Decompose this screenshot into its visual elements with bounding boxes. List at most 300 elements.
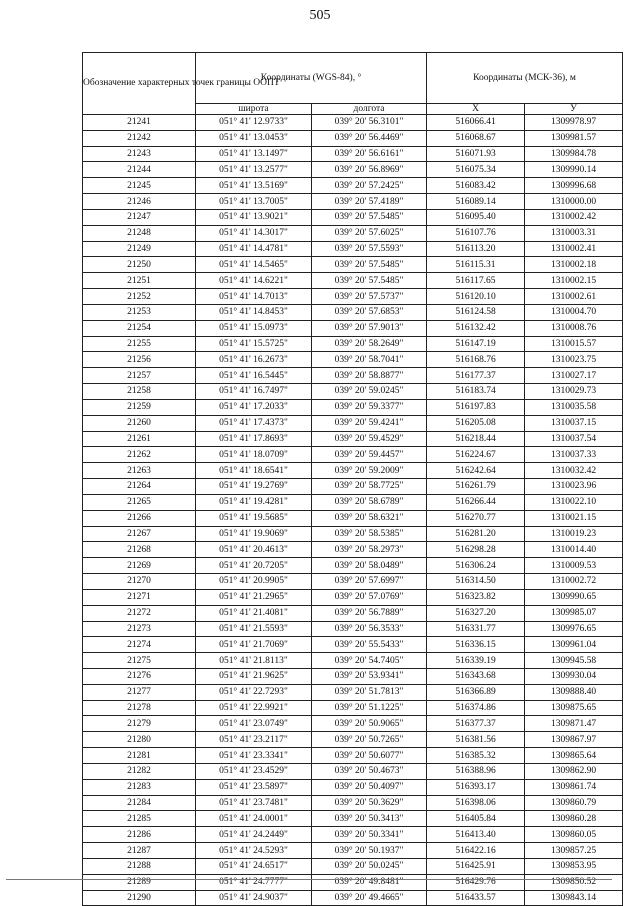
table-row (83, 320, 623, 336)
latitude-cell: 051° 41' 15.5725" (196, 336, 312, 352)
table-header (83, 53, 623, 115)
y-cell: 1309888.40 (525, 684, 623, 700)
point-id-cell: 21287 (83, 843, 196, 859)
x-cell: 516374.86 (427, 700, 525, 716)
table-row (83, 795, 623, 811)
point-id-cell: 21247 (83, 209, 196, 225)
coordinates-table (82, 52, 623, 906)
table-row (83, 368, 623, 384)
table-row (83, 700, 623, 716)
y-cell: 1309990.14 (525, 162, 623, 178)
table-row (83, 352, 623, 368)
x-cell: 516393.17 (427, 779, 525, 795)
latitude-cell: 051° 41' 20.9905" (196, 574, 312, 590)
table-row (83, 162, 623, 178)
longitude-cell: 039° 20' 56.7889" (312, 605, 427, 621)
y-cell: 1309875.65 (525, 700, 623, 716)
table-row (83, 415, 623, 431)
x-cell: 516281.20 (427, 526, 525, 542)
point-id-cell: 21259 (83, 399, 196, 415)
x-cell: 516336.15 (427, 637, 525, 653)
x-cell: 516377.37 (427, 716, 525, 732)
point-id-cell: 21244 (83, 162, 196, 178)
point-id-cell: 21288 (83, 858, 196, 874)
header-longitude: долгота (312, 104, 427, 115)
longitude-cell: 039° 20' 59.4457" (312, 447, 427, 463)
table-row (83, 621, 623, 637)
latitude-cell: 051° 41' 24.7777" (196, 874, 312, 890)
header-wgs84: Координаты (WGS-84), ° (196, 53, 427, 104)
longitude-cell: 039° 20' 59.2009" (312, 463, 427, 479)
longitude-cell: 039° 20' 58.6321" (312, 510, 427, 526)
point-id-cell: 21284 (83, 795, 196, 811)
point-id-cell: 21254 (83, 320, 196, 336)
table-row (83, 526, 623, 542)
x-cell: 516366.89 (427, 684, 525, 700)
table-row (83, 494, 623, 510)
latitude-cell: 051° 41' 21.2965" (196, 589, 312, 605)
longitude-cell: 039° 20' 51.1225" (312, 700, 427, 716)
longitude-cell: 039° 20' 59.3377" (312, 399, 427, 415)
latitude-cell: 051° 41' 14.5465" (196, 257, 312, 273)
x-cell: 516124.58 (427, 304, 525, 320)
table-row (83, 225, 623, 241)
point-id-cell: 21253 (83, 304, 196, 320)
longitude-cell: 039° 20' 59.4529" (312, 431, 427, 447)
point-id-cell: 21265 (83, 494, 196, 510)
longitude-cell: 039° 20' 57.5737" (312, 289, 427, 305)
latitude-cell: 051° 41' 19.9069" (196, 526, 312, 542)
x-cell: 516075.34 (427, 162, 525, 178)
y-cell: 1310002.72 (525, 574, 623, 590)
x-cell: 516117.65 (427, 273, 525, 289)
table-row (83, 811, 623, 827)
longitude-cell: 039° 20' 58.7041" (312, 352, 427, 368)
y-cell: 1310002.15 (525, 273, 623, 289)
point-id-cell: 21271 (83, 589, 196, 605)
header-x: X (427, 104, 525, 115)
table-row (83, 763, 623, 779)
table-row (83, 447, 623, 463)
x-cell: 516270.77 (427, 510, 525, 526)
point-id-cell: 21275 (83, 653, 196, 669)
y-cell: 1310019.23 (525, 526, 623, 542)
latitude-cell: 051° 41' 24.9037" (196, 890, 312, 906)
latitude-cell: 051° 41' 24.2449" (196, 827, 312, 843)
x-cell: 516147.19 (427, 336, 525, 352)
y-cell: 1310014.40 (525, 542, 623, 558)
latitude-cell: 051° 41' 16.5445" (196, 368, 312, 384)
table-row (83, 257, 623, 273)
y-cell: 1310022.10 (525, 494, 623, 510)
x-cell: 516323.82 (427, 589, 525, 605)
y-cell: 1309860.05 (525, 827, 623, 843)
table-row (83, 336, 623, 352)
table-row (83, 858, 623, 874)
table-row (83, 574, 623, 590)
longitude-cell: 039° 20' 50.3413" (312, 811, 427, 827)
latitude-cell: 051° 41' 18.0709" (196, 447, 312, 463)
x-cell: 516405.84 (427, 811, 525, 827)
table-row (83, 732, 623, 748)
longitude-cell: 039° 20' 57.6853" (312, 304, 427, 320)
point-id-cell: 21290 (83, 890, 196, 906)
table-row (83, 273, 623, 289)
point-id-cell: 21250 (83, 257, 196, 273)
table-row (83, 178, 623, 194)
latitude-cell: 051° 41' 21.7069" (196, 637, 312, 653)
latitude-cell: 051° 41' 14.6221" (196, 273, 312, 289)
longitude-cell: 039° 20' 57.5485" (312, 209, 427, 225)
table-row (83, 716, 623, 732)
x-cell: 516132.42 (427, 320, 525, 336)
latitude-cell: 051° 41' 13.7005" (196, 194, 312, 210)
longitude-cell: 039° 20' 58.7725" (312, 479, 427, 495)
point-id-cell: 21257 (83, 368, 196, 384)
latitude-cell: 051° 41' 13.0453" (196, 130, 312, 146)
y-cell: 1309867.97 (525, 732, 623, 748)
x-cell: 516071.93 (427, 146, 525, 162)
longitude-cell: 039° 20' 56.8969" (312, 162, 427, 178)
table-row (83, 779, 623, 795)
point-id-cell: 21262 (83, 447, 196, 463)
x-cell: 516433.57 (427, 890, 525, 906)
latitude-cell: 051° 41' 19.4281" (196, 494, 312, 510)
table-row (83, 130, 623, 146)
table-row (83, 115, 623, 131)
x-cell: 516168.76 (427, 352, 525, 368)
longitude-cell: 039° 20' 50.0245" (312, 858, 427, 874)
table-row (83, 399, 623, 415)
latitude-cell: 051° 41' 13.5169" (196, 178, 312, 194)
x-cell: 516242.64 (427, 463, 525, 479)
table-row (83, 479, 623, 495)
y-cell: 1310032.42 (525, 463, 623, 479)
y-cell: 1310003.31 (525, 225, 623, 241)
point-id-cell: 21263 (83, 463, 196, 479)
longitude-cell: 039° 20' 59.0245" (312, 384, 427, 400)
latitude-cell: 051° 41' 15.0973" (196, 320, 312, 336)
x-cell: 516422.16 (427, 843, 525, 859)
y-cell: 1309990.65 (525, 589, 623, 605)
x-cell: 516205.08 (427, 415, 525, 431)
table-row (83, 241, 623, 257)
point-id-cell: 21268 (83, 542, 196, 558)
point-id-cell: 21273 (83, 621, 196, 637)
table-row (83, 510, 623, 526)
longitude-cell: 039° 20' 50.4097" (312, 779, 427, 795)
x-cell: 516385.32 (427, 748, 525, 764)
y-cell: 1310037.54 (525, 431, 623, 447)
y-cell: 1310009.53 (525, 558, 623, 574)
table-row (83, 542, 623, 558)
table-row (83, 209, 623, 225)
longitude-cell: 039° 20' 58.6789" (312, 494, 427, 510)
point-id-cell: 21278 (83, 700, 196, 716)
latitude-cell: 051° 41' 14.4781" (196, 241, 312, 257)
latitude-cell: 051° 41' 20.4613" (196, 542, 312, 558)
point-id-cell: 21266 (83, 510, 196, 526)
longitude-cell: 039° 20' 57.4189" (312, 194, 427, 210)
table-row (83, 304, 623, 320)
table-row (83, 146, 623, 162)
y-cell: 1309930.04 (525, 668, 623, 684)
y-cell: 1309981.57 (525, 130, 623, 146)
latitude-cell: 051° 41' 19.2769" (196, 479, 312, 495)
y-cell: 1309843.14 (525, 890, 623, 906)
point-id-cell: 21281 (83, 748, 196, 764)
header-y: У (525, 104, 623, 115)
y-cell: 1309976.65 (525, 621, 623, 637)
y-cell: 1309862.90 (525, 763, 623, 779)
longitude-cell: 039° 20' 57.5485" (312, 273, 427, 289)
x-cell: 516197.83 (427, 399, 525, 415)
point-id-cell: 21249 (83, 241, 196, 257)
latitude-cell: 051° 41' 17.2033" (196, 399, 312, 415)
table-row (83, 668, 623, 684)
latitude-cell: 051° 41' 23.0749" (196, 716, 312, 732)
y-cell: 1309853.95 (525, 858, 623, 874)
longitude-cell: 039° 20' 58.0489" (312, 558, 427, 574)
x-cell: 516068.67 (427, 130, 525, 146)
x-cell: 516306.24 (427, 558, 525, 574)
point-id-cell: 21264 (83, 479, 196, 495)
longitude-cell: 039° 20' 50.7265" (312, 732, 427, 748)
x-cell: 516381.56 (427, 732, 525, 748)
x-cell: 516425.91 (427, 858, 525, 874)
point-id-cell: 21267 (83, 526, 196, 542)
latitude-cell: 051° 41' 23.4529" (196, 763, 312, 779)
point-id-cell: 21243 (83, 146, 196, 162)
y-cell: 1309961.04 (525, 637, 623, 653)
longitude-cell: 039° 20' 58.2973" (312, 542, 427, 558)
point-id-cell: 21260 (83, 415, 196, 431)
longitude-cell: 039° 20' 57.9013" (312, 320, 427, 336)
point-id-cell: 21279 (83, 716, 196, 732)
longitude-cell: 039° 20' 49.4665" (312, 890, 427, 906)
x-cell: 516066.41 (427, 115, 525, 131)
table-row (83, 827, 623, 843)
longitude-cell: 039° 20' 49.8481" (312, 874, 427, 890)
y-cell: 1310023.75 (525, 352, 623, 368)
latitude-cell: 051° 41' 17.8693" (196, 431, 312, 447)
point-id-cell: 21270 (83, 574, 196, 590)
x-cell: 516115.31 (427, 257, 525, 273)
latitude-cell: 051° 41' 22.7293" (196, 684, 312, 700)
y-cell: 1309985.07 (525, 605, 623, 621)
y-cell: 1310027.17 (525, 368, 623, 384)
longitude-cell: 039° 20' 58.5385" (312, 526, 427, 542)
longitude-cell: 039° 20' 57.0769" (312, 589, 427, 605)
table-row (83, 605, 623, 621)
table-row (83, 890, 623, 906)
table-row (83, 684, 623, 700)
latitude-cell: 051° 41' 21.4081" (196, 605, 312, 621)
point-id-cell: 21252 (83, 289, 196, 305)
point-id-cell: 21283 (83, 779, 196, 795)
x-cell: 516107.76 (427, 225, 525, 241)
table-row (83, 637, 623, 653)
x-cell: 516343.68 (427, 668, 525, 684)
table-body (83, 115, 623, 906)
longitude-cell: 039° 20' 50.6077" (312, 748, 427, 764)
point-id-cell: 21261 (83, 431, 196, 447)
longitude-cell: 039° 20' 59.4241" (312, 415, 427, 431)
latitude-cell: 051° 41' 21.8113" (196, 653, 312, 669)
x-cell: 516339.19 (427, 653, 525, 669)
latitude-cell: 051° 41' 16.2673" (196, 352, 312, 368)
point-id-cell: 21276 (83, 668, 196, 684)
table-row (83, 289, 623, 305)
x-cell: 516224.67 (427, 447, 525, 463)
y-cell: 1310015.57 (525, 336, 623, 352)
longitude-cell: 039° 20' 58.2649" (312, 336, 427, 352)
point-id-cell: 21245 (83, 178, 196, 194)
latitude-cell: 051° 41' 14.3017" (196, 225, 312, 241)
y-cell: 1309996.68 (525, 178, 623, 194)
x-cell: 516183.74 (427, 384, 525, 400)
point-id-cell: 21251 (83, 273, 196, 289)
y-cell: 1310002.41 (525, 241, 623, 257)
y-cell: 1309857.25 (525, 843, 623, 859)
longitude-cell: 039° 20' 54.7405" (312, 653, 427, 669)
x-cell: 516327.20 (427, 605, 525, 621)
y-cell: 1309860.28 (525, 811, 623, 827)
longitude-cell: 039° 20' 50.4673" (312, 763, 427, 779)
point-id-cell: 21256 (83, 352, 196, 368)
x-cell: 516331.77 (427, 621, 525, 637)
x-cell: 516398.06 (427, 795, 525, 811)
latitude-cell: 051° 41' 13.9021" (196, 209, 312, 225)
point-id-cell: 21285 (83, 811, 196, 827)
x-cell: 516089.14 (427, 194, 525, 210)
latitude-cell: 051° 41' 23.7481" (196, 795, 312, 811)
page-number: 505 (309, 8, 331, 23)
y-cell: 1310021.15 (525, 510, 623, 526)
longitude-cell: 039° 20' 56.3533" (312, 621, 427, 637)
table-row (83, 653, 623, 669)
point-id-cell: 21269 (83, 558, 196, 574)
longitude-cell: 039° 20' 56.4469" (312, 130, 427, 146)
longitude-cell: 039° 20' 55.5433" (312, 637, 427, 653)
latitude-cell: 051° 41' 14.8453" (196, 304, 312, 320)
y-cell: 1310023.96 (525, 479, 623, 495)
y-cell: 1309850.52 (525, 874, 623, 890)
y-cell: 1310037.33 (525, 447, 623, 463)
y-cell: 1309860.79 (525, 795, 623, 811)
x-cell: 516218.44 (427, 431, 525, 447)
longitude-cell: 039° 20' 53.9341" (312, 668, 427, 684)
longitude-cell: 039° 20' 50.9065" (312, 716, 427, 732)
longitude-cell: 039° 20' 57.2425" (312, 178, 427, 194)
table-row (83, 874, 623, 890)
table-row (83, 463, 623, 479)
header-msk36: Координаты (МСК-36), м (427, 53, 623, 104)
table-row (83, 384, 623, 400)
point-id-cell: 21242 (83, 130, 196, 146)
point-id-cell: 21282 (83, 763, 196, 779)
point-id-cell: 21274 (83, 637, 196, 653)
longitude-cell: 039° 20' 57.6025" (312, 225, 427, 241)
latitude-cell: 051° 41' 17.4373" (196, 415, 312, 431)
latitude-cell: 051° 41' 18.6541" (196, 463, 312, 479)
y-cell: 1310000.00 (525, 194, 623, 210)
latitude-cell: 051° 41' 23.5897" (196, 779, 312, 795)
x-cell: 516314.50 (427, 574, 525, 590)
y-cell: 1309861.74 (525, 779, 623, 795)
y-cell: 1310002.18 (525, 257, 623, 273)
y-cell: 1309984.78 (525, 146, 623, 162)
longitude-cell: 039° 20' 57.5485" (312, 257, 427, 273)
y-cell: 1309945.58 (525, 653, 623, 669)
y-cell: 1309865.64 (525, 748, 623, 764)
longitude-cell: 039° 20' 56.3101" (312, 115, 427, 131)
y-cell: 1309978.97 (525, 115, 623, 131)
latitude-cell: 051° 41' 14.7013" (196, 289, 312, 305)
point-id-cell: 21286 (83, 827, 196, 843)
table-row (83, 558, 623, 574)
longitude-cell: 039° 20' 57.5593" (312, 241, 427, 257)
latitude-cell: 051° 41' 22.9921" (196, 700, 312, 716)
y-cell: 1309871.47 (525, 716, 623, 732)
point-id-cell: 21248 (83, 225, 196, 241)
longitude-cell: 039° 20' 58.8877" (312, 368, 427, 384)
longitude-cell: 039° 20' 51.7813" (312, 684, 427, 700)
table-row (83, 589, 623, 605)
point-id-cell: 21255 (83, 336, 196, 352)
y-cell: 1310004.70 (525, 304, 623, 320)
latitude-cell: 051° 41' 23.3341" (196, 748, 312, 764)
longitude-cell: 039° 20' 50.3341" (312, 827, 427, 843)
x-cell: 516429.76 (427, 874, 525, 890)
y-cell: 1310008.76 (525, 320, 623, 336)
table-row (83, 843, 623, 859)
latitude-cell: 051° 41' 13.2577" (196, 162, 312, 178)
longitude-cell: 039° 20' 56.6161" (312, 146, 427, 162)
point-id-cell: 21258 (83, 384, 196, 400)
header-point-designation: Обозначение характерных точек границы ООПТ (83, 53, 196, 115)
table-row (83, 431, 623, 447)
longitude-cell: 039° 20' 57.6997" (312, 574, 427, 590)
footer-divider (6, 879, 612, 880)
y-cell: 1310002.61 (525, 289, 623, 305)
x-cell: 516083.42 (427, 178, 525, 194)
latitude-cell: 051° 41' 24.6517" (196, 858, 312, 874)
header-latitude: широта (196, 104, 312, 115)
x-cell: 516388.96 (427, 763, 525, 779)
point-id-cell: 21241 (83, 115, 196, 131)
table-row (83, 748, 623, 764)
point-id-cell: 21277 (83, 684, 196, 700)
latitude-cell: 051° 41' 20.7205" (196, 558, 312, 574)
latitude-cell: 051° 41' 16.7497" (196, 384, 312, 400)
latitude-cell: 051° 41' 23.2117" (196, 732, 312, 748)
y-cell: 1310002.42 (525, 209, 623, 225)
longitude-cell: 039° 20' 50.1937" (312, 843, 427, 859)
x-cell: 516113.20 (427, 241, 525, 257)
x-cell: 516413.40 (427, 827, 525, 843)
point-id-cell: 21280 (83, 732, 196, 748)
point-id-cell: 21289 (83, 874, 196, 890)
latitude-cell: 051° 41' 24.5293" (196, 843, 312, 859)
y-cell: 1310037.15 (525, 415, 623, 431)
y-cell: 1310029.73 (525, 384, 623, 400)
y-cell: 1310035.58 (525, 399, 623, 415)
table-row (83, 194, 623, 210)
latitude-cell: 051° 41' 21.9625" (196, 668, 312, 684)
latitude-cell: 051° 41' 12.9733" (196, 115, 312, 131)
latitude-cell: 051° 41' 21.5593" (196, 621, 312, 637)
